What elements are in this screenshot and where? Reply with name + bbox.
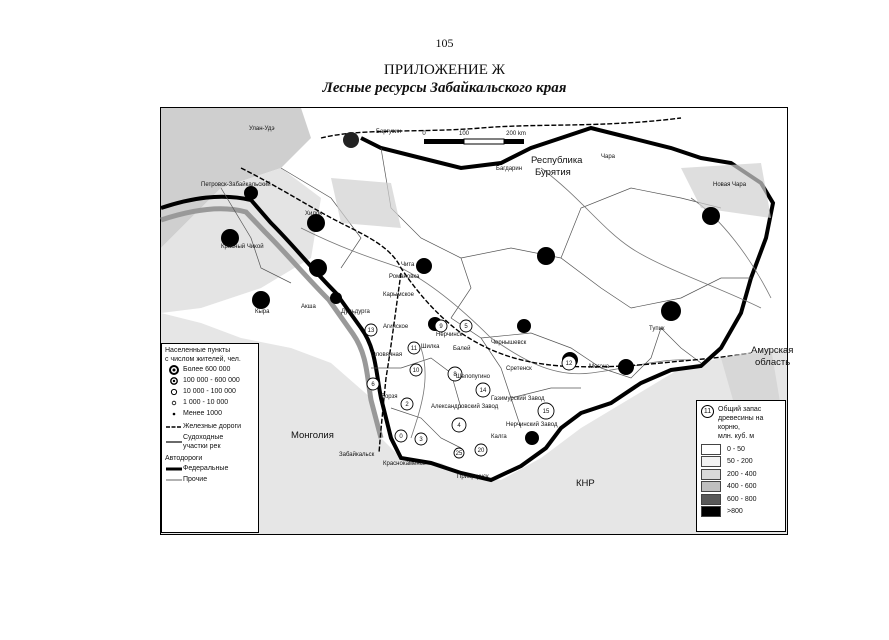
legend-stock-label: 50 - 200 (727, 458, 753, 466)
district-number: 10 (412, 368, 420, 374)
city-label: Красный Чикой (221, 244, 264, 250)
city-label: Борзя (381, 394, 398, 400)
city-label: Хилок (305, 211, 322, 217)
city-label: Оловянная (371, 352, 403, 358)
district-number: 8 (453, 372, 457, 378)
city-label: Сретенск (506, 366, 532, 372)
legend-railways-label: Железные дороги (183, 423, 242, 430)
district-number: 9 (439, 324, 443, 330)
legend-settlements-header: Населенные пункты с числом жителей, чел. (165, 347, 241, 363)
legend-stock-label: 0 - 50 (727, 445, 745, 453)
legend-stock-label: 200 - 400 (727, 470, 757, 478)
district-number: 11 (410, 346, 418, 352)
legend-stock-label: 600 - 800 (727, 495, 757, 503)
legend-other-roads (162, 474, 258, 485)
legend-pop-class (162, 408, 258, 419)
district-number: 4 (457, 423, 461, 429)
swatch (701, 456, 721, 467)
legend-stock-class (697, 481, 785, 494)
legend-stock-label: >800 (727, 508, 743, 516)
city-label: Чара (601, 154, 616, 160)
region-china: КНР (576, 478, 595, 489)
swatch (701, 469, 721, 480)
legend-stock-class (697, 506, 785, 519)
district-number: 20 (477, 448, 485, 454)
legend-stock-header: Общий запас древесины на корню, млн. куб. м (718, 406, 764, 440)
swatch (701, 481, 721, 492)
district-number: 5 (464, 324, 468, 330)
region-buryatia-line1: Республика (531, 155, 583, 166)
legend-federal-roads (162, 463, 258, 474)
city-label: Калга (491, 434, 507, 440)
legend-pop-label: Менее 1000 (183, 410, 222, 417)
legend-federal-label: Федеральные (183, 465, 229, 472)
city-label: Александровский Завод (431, 404, 499, 410)
legend-pop-class (162, 397, 258, 408)
legend-stock-header-row (697, 401, 785, 443)
dot-icon (165, 409, 183, 419)
city-label: Забайкальск (339, 452, 375, 458)
swatch (701, 444, 721, 455)
other-road-icon (165, 477, 183, 483)
city-label: Могоча (589, 364, 610, 370)
legend-stock-class (697, 468, 785, 481)
legend-pop-label: 10 000 - 100 000 (183, 388, 236, 395)
district-number: 12 (565, 361, 573, 367)
district-number: 25 (455, 451, 463, 457)
legend-pop-label: Более 600 000 (183, 366, 231, 373)
circle-tiny-icon (165, 398, 183, 408)
city-label: Романовка (389, 274, 420, 280)
federal-road-icon (165, 466, 183, 472)
district-number: 14 (479, 388, 487, 394)
river-line-icon (165, 439, 183, 445)
legend-railways (162, 421, 258, 432)
region-amur-line1: Амурская (751, 345, 794, 356)
city-label: Балей (453, 346, 471, 352)
city-label: Тупик (649, 326, 665, 332)
circle-small-icon (165, 387, 183, 397)
swatch (701, 494, 721, 505)
ring-large-icon (165, 365, 183, 375)
city-label: Приаргунск (457, 474, 489, 480)
scale-label: 0 (422, 131, 426, 137)
legend-rivers (162, 432, 258, 452)
ring-medium-icon (165, 376, 183, 386)
city-label: Чита (401, 262, 415, 268)
city-label: Агинское (383, 324, 409, 330)
region-mongolia: Монголия (291, 430, 334, 441)
city-label: Улан-Удэ (249, 126, 275, 132)
city-label: Нерчинск (436, 332, 463, 338)
legend-settlements (161, 343, 259, 533)
scale-label: 100 (458, 131, 470, 137)
legend-pop-class (162, 375, 258, 386)
region-buryatia-line2: Бурятия (535, 167, 571, 178)
district-number: 15 (542, 409, 550, 415)
city-label: Дульдурга (341, 309, 370, 315)
city-label: Карымское (383, 292, 414, 298)
city-label: Шелопугино (456, 374, 490, 380)
legend-roads-header: Автодороги (165, 455, 203, 462)
district-number: 6 (371, 382, 375, 388)
legend-rivers-label: Судоходные участки рек (183, 434, 224, 450)
legend-pop-label: 1 000 - 10 000 (183, 399, 229, 406)
legend-pop-class (162, 386, 258, 397)
legend-pop-label: 100 000 - 600 000 (183, 377, 240, 384)
city-label: Чернышевск (491, 340, 527, 346)
map-title: Лесные ресурсы Забайкальского края (322, 80, 567, 96)
district-number: 3 (419, 437, 423, 443)
city-label: Шилка (421, 344, 440, 350)
legend-stock-class (697, 493, 785, 506)
district-number: 2 (405, 402, 409, 408)
appendix-heading: ПРИЛОЖЕНИЕ Ж (383, 62, 506, 78)
legend-other-label: Прочие (183, 476, 208, 483)
city-label: Новая Чара (713, 182, 747, 188)
scale-bar (422, 131, 526, 144)
legend-badge: 11 (701, 405, 714, 418)
legend-stock-class (697, 456, 785, 469)
scale-label: 200 km (506, 131, 526, 137)
district-number: 13 (367, 328, 375, 334)
legend-forest-stock (696, 400, 786, 532)
district-number: 0 (399, 434, 403, 440)
city-label: Краснокаменск (383, 461, 426, 467)
legend-pop-class (162, 364, 258, 375)
page-number: 105 (435, 36, 454, 50)
city-label: Акша (301, 304, 316, 310)
legend-stock-label: 400 - 600 (727, 483, 757, 491)
city-label: Нерчинский Завод (506, 422, 558, 428)
district-number-circles (365, 320, 576, 458)
city-label: Кыра (255, 309, 270, 315)
city-label: Баргузин (376, 129, 402, 135)
city-label: Петровск-Забайкальский (201, 182, 271, 188)
city-label: Багдарин (496, 166, 523, 172)
swatch (701, 506, 721, 517)
region-amur-line2: область (755, 357, 791, 368)
legend-stock-class (697, 443, 785, 456)
railway-line-icon (165, 424, 183, 430)
city-label: Газимурский Завод (491, 396, 545, 402)
